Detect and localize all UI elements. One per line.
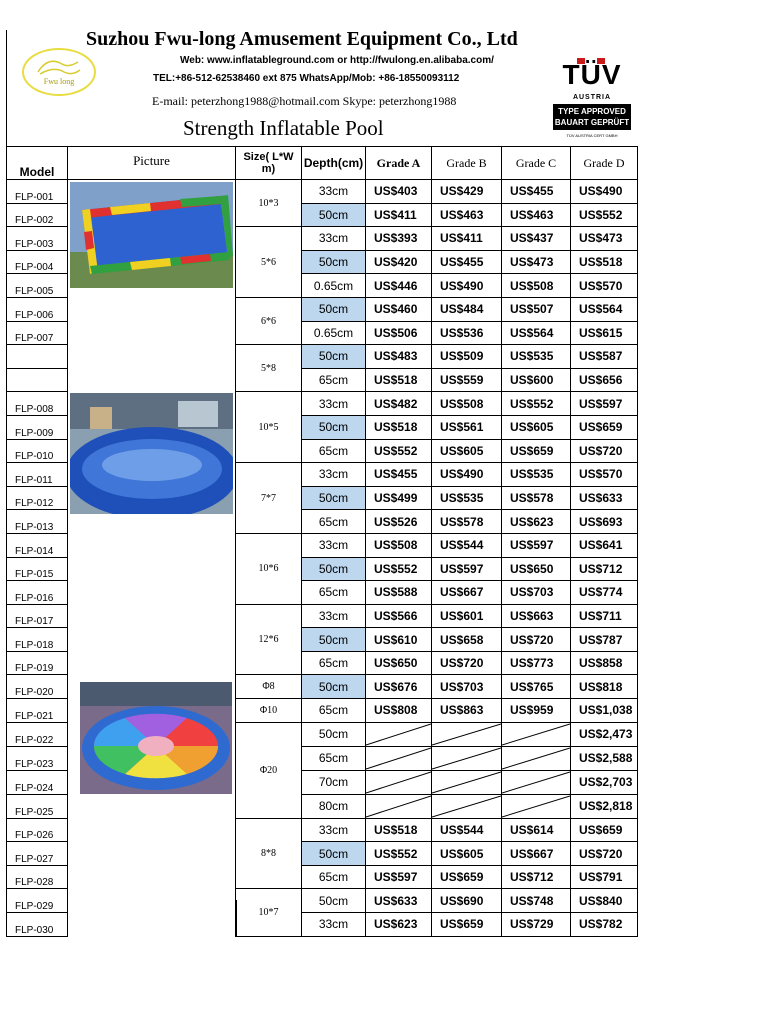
price-grade-a: US$650 [366,651,432,675]
price-grade-b: US$455 [432,250,502,274]
price-grade-c: US$578 [502,486,571,510]
tuv-line-2: BAUART GEPRÜFT [554,118,630,127]
price-grade-c: US$667 [502,842,571,866]
model-cell: FLP-028 [7,865,68,889]
diagonal-slash-icon [432,747,501,770]
email-line: E-mail: peterzhong1988@hotmail.com Skype: peterzhong1988 [152,94,457,108]
tuv-approval-box [553,104,631,130]
price-grade-a: US$483 [366,345,432,369]
price-grade-d: US$659 [571,415,638,439]
price-grade-b: US$536 [432,321,502,345]
rainbow-pool-image [80,682,232,794]
price-grade-a: US$552 [366,557,432,581]
depth-cell: 65cm [302,439,366,463]
depth-cell: 33cm [302,463,366,487]
price-grade-a: US$403 [366,180,432,204]
price-grade-d: US$570 [571,274,638,298]
price-grade-d: US$2,473 [571,722,638,746]
price-grade-c: US$535 [502,463,571,487]
size-cell: 10*7 [236,889,302,936]
company-logo [22,48,96,96]
price-grade-d: US$633 [571,486,638,510]
document-header [0,0,768,146]
price-grade-c: US$623 [502,510,571,534]
col-grade-a: Grade A [366,147,432,180]
model-cell: FLP-015 [7,557,68,581]
price-grade-d: US$490 [571,180,638,204]
diagonal-slash-icon [502,723,570,746]
price-grade-d: US$720 [571,439,638,463]
price-grade-a: US$518 [366,368,432,392]
not-available-cell [366,770,432,794]
price-grade-d: US$711 [571,604,638,628]
not-available-cell [502,794,571,818]
depth-cell: 65cm [302,699,366,723]
depth-cell: 50cm [302,842,366,866]
price-grade-b: US$659 [432,865,502,889]
size-cell: 10*3 [236,180,302,227]
picture-cell [68,675,236,794]
price-grade-b: US$605 [432,439,502,463]
price-grade-b: US$863 [432,699,502,723]
model-cell: FLP-027 [7,842,68,866]
tuv-country: AUSTRIA [572,94,612,101]
col-grade-c: Grade C [502,147,571,180]
tuv-line-1: TYPE APPROVED [558,107,626,116]
price-grade-b: US$720 [432,651,502,675]
price-grade-a: US$518 [366,818,432,842]
not-available-cell [432,770,502,794]
price-grade-c: US$455 [502,180,571,204]
model-cell: FLP-020 [7,675,68,699]
price-grade-a: US$446 [366,274,432,298]
price-grade-d: US$818 [571,675,638,699]
price-grade-d: US$564 [571,297,638,321]
logo-text: Fwu long [43,77,75,86]
indoor-pool-image [70,393,233,514]
price-grade-b: US$544 [432,818,502,842]
table-row [7,675,638,699]
price-grade-b: US$703 [432,675,502,699]
diagonal-slash-icon [432,795,501,818]
model-cell: FLP-017 [7,604,68,628]
price-grade-d: US$659 [571,818,638,842]
price-grade-c: US$552 [502,392,571,416]
price-grade-c: US$663 [502,604,571,628]
price-grade-d: US$774 [571,581,638,605]
price-grade-a: US$633 [366,889,432,913]
tuv-brand: TÜV [562,59,622,90]
picture-column-border [236,900,237,936]
price-grade-c: US$659 [502,439,571,463]
price-grade-c: US$564 [502,321,571,345]
model-cell: FLP-029 [7,889,68,913]
not-available-cell [366,746,432,770]
table-row [7,794,638,818]
size-cell: 7*7 [236,463,302,534]
price-grade-d: US$712 [571,557,638,581]
price-grade-d: US$2,588 [571,746,638,770]
price-grade-a: US$610 [366,628,432,652]
depth-cell: 33cm [302,533,366,557]
company-name: Suzhou Fwu-long Amusement Equipment Co., Ltd [86,28,518,50]
col-size: Size( L*W m) [236,147,302,180]
size-cell: Φ10 [236,699,302,723]
depth-cell: 65cm [302,510,366,534]
size-cell: Φ20 [236,722,302,818]
depth-cell: 80cm [302,794,366,818]
price-grade-c: US$729 [502,913,571,937]
price-grade-c: US$614 [502,818,571,842]
model-cell: FLP-004 [7,250,68,274]
price-grade-d: US$641 [571,533,638,557]
diagonal-slash-icon [432,723,501,746]
price-grade-b: US$484 [432,297,502,321]
not-available-cell [502,770,571,794]
size-cell: 10*5 [236,392,302,463]
price-grade-b: US$658 [432,628,502,652]
price-grade-c: US$437 [502,227,571,251]
price-grade-b: US$411 [432,227,502,251]
depth-cell: 50cm [302,675,366,699]
tuv-cert-small: TÜV AUSTRIA CERT GMBH [566,133,618,138]
model-cell: FLP-021 [7,699,68,723]
price-grade-c: US$600 [502,368,571,392]
price-grade-b: US$659 [432,913,502,937]
depth-cell: 65cm [302,581,366,605]
table-row [7,392,638,416]
price-grade-c: US$959 [502,699,571,723]
diagonal-slash-icon [502,771,570,794]
price-grade-a: US$455 [366,463,432,487]
price-grade-b: US$559 [432,368,502,392]
size-cell: 8*8 [236,818,302,889]
col-picture: Picture [68,147,236,180]
model-cell: FLP-007 [7,321,68,345]
price-grade-b: US$578 [432,510,502,534]
depth-cell: 33cm [302,818,366,842]
model-cell: FLP-010 [7,439,68,463]
price-grade-a: US$566 [366,604,432,628]
price-grade-b: US$429 [432,180,502,204]
diagonal-slash-icon [432,771,501,794]
model-cell: FLP-002 [7,203,68,227]
model-cell: FLP-019 [7,651,68,675]
price-grade-a: US$506 [366,321,432,345]
price-grade-a: US$676 [366,675,432,699]
depth-cell: 65cm [302,746,366,770]
price-grade-d: US$518 [571,250,638,274]
table-row [7,297,638,321]
model-cell [7,368,68,392]
not-available-cell [502,722,571,746]
price-grade-d: US$597 [571,392,638,416]
depth-cell: 65cm [302,651,366,675]
price-grade-a: US$623 [366,913,432,937]
depth-cell: 33cm [302,913,366,937]
depth-cell: 0.65cm [302,321,366,345]
not-available-cell [432,794,502,818]
col-grade-d: Grade D [571,147,638,180]
model-cell: FLP-013 [7,510,68,534]
depth-cell: 50cm [302,203,366,227]
model-cell: FLP-006 [7,297,68,321]
size-cell: 5*8 [236,345,302,392]
model-cell: FLP-022 [7,722,68,746]
square-pool-image [70,182,233,288]
price-grade-d: US$720 [571,842,638,866]
depth-cell: 50cm [302,889,366,913]
diagonal-slash-icon [502,747,570,770]
depth-cell: 50cm [302,345,366,369]
model-cell: FLP-018 [7,628,68,652]
model-cell: FLP-003 [7,227,68,251]
price-grade-d: US$2,818 [571,794,638,818]
diagonal-slash-icon [502,795,570,818]
price-grade-d: US$552 [571,203,638,227]
price-grade-a: US$420 [366,250,432,274]
price-grade-d: US$615 [571,321,638,345]
left-border [6,30,7,146]
price-grade-a: US$508 [366,533,432,557]
col-model: Model [7,147,68,180]
size-cell: 10*6 [236,533,302,604]
model-cell: FLP-005 [7,274,68,298]
price-grade-a: US$411 [366,203,432,227]
depth-cell: 50cm [302,415,366,439]
price-grade-c: US$605 [502,415,571,439]
model-cell: FLP-026 [7,818,68,842]
model-cell: FLP-016 [7,581,68,605]
price-grade-d: US$570 [571,463,638,487]
depth-cell: 50cm [302,297,366,321]
model-cell [7,345,68,369]
depth-cell: 33cm [302,392,366,416]
price-grade-a: US$393 [366,227,432,251]
price-grade-a: US$518 [366,415,432,439]
price-grade-c: US$748 [502,889,571,913]
table-row [7,533,638,557]
diagonal-slash-icon [366,723,431,746]
price-grade-b: US$508 [432,392,502,416]
depth-cell: 50cm [302,486,366,510]
size-cell: 12*6 [236,604,302,675]
depth-cell: 50cm [302,628,366,652]
table-row [7,180,638,204]
price-grade-b: US$601 [432,604,502,628]
table-header-row [7,147,638,180]
price-grade-c: US$463 [502,203,571,227]
model-cell: FLP-009 [7,415,68,439]
depth-cell: 33cm [302,227,366,251]
price-grade-d: US$2,703 [571,770,638,794]
picture-cell [68,533,236,675]
price-grade-a: US$808 [366,699,432,723]
price-grade-c: US$535 [502,345,571,369]
model-cell: FLP-011 [7,463,68,487]
not-available-cell [502,746,571,770]
price-grade-a: US$552 [366,439,432,463]
price-grade-c: US$650 [502,557,571,581]
price-grade-d: US$1,038 [571,699,638,723]
depth-cell: 65cm [302,865,366,889]
page-title: Strength Inflatable Pool [183,116,384,140]
model-cell: FLP-025 [7,794,68,818]
depth-cell: 65cm [302,368,366,392]
price-grade-b: US$597 [432,557,502,581]
picture-cell [68,180,236,298]
not-available-cell [432,746,502,770]
price-grade-a: US$597 [366,865,432,889]
price-grade-b: US$561 [432,415,502,439]
depth-cell: 70cm [302,770,366,794]
price-grade-c: US$712 [502,865,571,889]
diagonal-slash-icon [366,771,431,794]
price-grade-c: US$597 [502,533,571,557]
tel-line: TEL:+86-512-62538460 ext 875 WhatsApp/Mob: +86-18550093112 [153,73,460,84]
price-grade-a: US$552 [366,842,432,866]
price-grade-b: US$535 [432,486,502,510]
price-grade-c: US$507 [502,297,571,321]
price-grade-b: US$490 [432,274,502,298]
price-grade-d: US$787 [571,628,638,652]
price-grade-b: US$605 [432,842,502,866]
price-grade-a: US$499 [366,486,432,510]
price-grade-d: US$473 [571,227,638,251]
depth-cell: 0.65cm [302,274,366,298]
depth-cell: 33cm [302,180,366,204]
price-grade-c: US$765 [502,675,571,699]
price-grade-a: US$482 [366,392,432,416]
price-grade-b: US$544 [432,533,502,557]
price-grade-d: US$782 [571,913,638,937]
price-grade-d: US$693 [571,510,638,534]
not-available-cell [432,722,502,746]
depth-cell: 50cm [302,722,366,746]
depth-cell: 33cm [302,604,366,628]
model-cell: FLP-012 [7,486,68,510]
price-grade-d: US$840 [571,889,638,913]
model-cell: FLP-030 [7,913,68,937]
price-grade-b: US$667 [432,581,502,605]
price-grade-c: US$773 [502,651,571,675]
picture-cell [68,794,236,936]
diagonal-slash-icon [366,747,431,770]
not-available-cell [366,794,432,818]
price-grade-a: US$526 [366,510,432,534]
tuv-certification-badge [551,55,633,139]
price-grade-d: US$858 [571,651,638,675]
price-grade-b: US$509 [432,345,502,369]
price-grade-a: US$588 [366,581,432,605]
size-cell: Φ8 [236,675,302,699]
not-available-cell [366,722,432,746]
col-depth: Depth(cm) [302,147,366,180]
model-cell: FLP-008 [7,392,68,416]
price-grade-d: US$587 [571,345,638,369]
price-table [6,146,638,937]
price-grade-b: US$490 [432,463,502,487]
price-grade-c: US$703 [502,581,571,605]
depth-cell: 50cm [302,557,366,581]
picture-cell [68,392,236,534]
col-grade-b: Grade B [432,147,502,180]
model-cell: FLP-014 [7,533,68,557]
size-cell: 6*6 [236,297,302,344]
price-grade-d: US$656 [571,368,638,392]
price-grade-b: US$463 [432,203,502,227]
depth-cell: 50cm [302,250,366,274]
price-grade-d: US$791 [571,865,638,889]
price-grade-c: US$720 [502,628,571,652]
price-grade-c: US$508 [502,274,571,298]
web-line: Web: www.inflatableground.com or http://fwulong.en.alibaba.com/ [180,55,494,66]
model-cell: FLP-001 [7,180,68,204]
model-cell: FLP-024 [7,770,68,794]
price-grade-b: US$690 [432,889,502,913]
price-grade-a: US$460 [366,297,432,321]
model-cell: FLP-023 [7,746,68,770]
price-grade-c: US$473 [502,250,571,274]
size-cell: 5*6 [236,227,302,298]
picture-cell [68,297,236,391]
diagonal-slash-icon [366,795,431,818]
